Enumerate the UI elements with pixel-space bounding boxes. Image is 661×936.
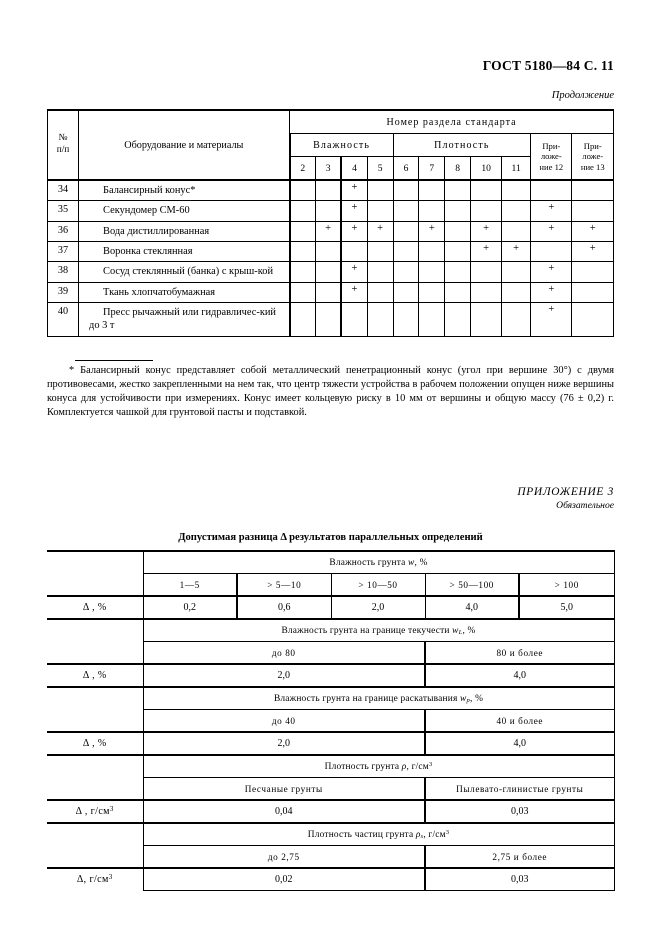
row-number: 35 (48, 201, 79, 221)
empty-corner-cell (47, 687, 143, 732)
mark-8 (445, 201, 471, 221)
mark-appendix-13 (572, 180, 614, 201)
table-row (48, 262, 614, 282)
mark-appendix-12: + (531, 201, 572, 221)
delta-label-percent: Δ , % (47, 596, 143, 619)
mark-7: + (419, 221, 445, 241)
mark-3 (315, 302, 341, 336)
table-row (48, 180, 614, 201)
row-number: 40 (48, 302, 79, 336)
mark-appendix-12: + (531, 282, 572, 302)
range-silty-clay-soils: Пылевато-глинистые грунты (425, 778, 614, 801)
mark-7 (419, 241, 445, 261)
row-equipment-name: Воронка стеклянная (79, 241, 290, 261)
mark-6 (393, 241, 419, 261)
mark-appendix-13 (572, 302, 614, 336)
col-header-3: 3 (315, 157, 341, 181)
row-number: 37 (48, 241, 79, 261)
delta-label-density: Δ , $г/см^3$ (47, 800, 143, 823)
mark-2 (290, 282, 316, 302)
mark-6 (393, 282, 419, 302)
mark-11 (502, 201, 531, 221)
range-10-50: > 10—50 (331, 574, 425, 597)
empty-corner-cell (47, 755, 143, 800)
mark-11 (502, 302, 531, 336)
value-1: 0,03 (425, 800, 614, 823)
col-header-2: 2 (290, 157, 316, 181)
appendix-subtitle: Обязательное (556, 499, 614, 511)
table-row (47, 800, 614, 823)
range-1-5: 1—5 (143, 574, 237, 597)
empty-corner-cell (47, 551, 143, 596)
mark-8 (445, 262, 471, 282)
mark-3 (315, 282, 341, 302)
mark-5 (367, 282, 393, 302)
mark-6 (393, 302, 419, 336)
table-row (47, 664, 614, 687)
mark-6 (393, 221, 419, 241)
col-header-6: 6 (393, 157, 419, 181)
range-sandy-soils: Песчаные грунты (143, 778, 425, 801)
table-row (47, 619, 614, 642)
row-equipment-name: Балансирный конус* (79, 180, 290, 201)
equipment-table-container (47, 109, 614, 337)
mark-appendix-13: + (572, 221, 614, 241)
mark-2 (290, 180, 316, 201)
mark-appendix-12: + (531, 221, 572, 241)
mark-4: + (341, 180, 367, 201)
footnote-text: * Балансирный конус представляет собой металлический пенетрационный конус (угол при вершине 30°) с двумя противовесами, жестко закрепленными на нем так, что центр тяжести устройства в рабочем положении опущен ниже вершины конуса для устойчивости при измерениях. Конус имеет кольцевую риску в 10 мм от вершины и общую массу (76 ± 0,2) г. Комплектуется чашкой для грунтовой пасты и подставкой. (47, 365, 614, 418)
row-equipment-name: Ткань хлопчатобумажная (79, 282, 290, 302)
mark-6 (393, 262, 419, 282)
mark-5 (367, 201, 393, 221)
col-header-8: 8 (445, 157, 471, 181)
value-1: 4,0 (425, 732, 614, 755)
range-upto-275: до 2,75 (143, 846, 425, 869)
col-header-4: 4 (341, 157, 367, 181)
equipment-table (47, 109, 614, 337)
mark-11 (502, 262, 531, 282)
mark-5 (367, 262, 393, 282)
col-header-appendix-12: При- ложе- ние 12 (531, 134, 572, 181)
row-equipment-name: Пресс рычажный или гидравличес-кий до 3 т (79, 302, 290, 336)
table-row (47, 755, 614, 778)
mark-8 (445, 282, 471, 302)
footnote-rule (75, 360, 153, 361)
col-group-humidity: Влажность (290, 134, 393, 157)
mark-11: + (502, 241, 531, 261)
col-header-equipment: Оборудование и материалы (79, 110, 290, 180)
col-group-density: Плотность (393, 134, 531, 157)
mark-10 (471, 282, 502, 302)
value-0: 2,0 (143, 664, 425, 687)
mark-appendix-13 (572, 282, 614, 302)
delta-label-percent: Δ , % (47, 664, 143, 687)
mark-appendix-12: + (531, 262, 572, 282)
mark-10: + (471, 221, 502, 241)
mark-5 (367, 302, 393, 336)
range-40-plus: 40 и более (425, 710, 614, 733)
empty-corner-cell (47, 619, 143, 664)
mark-7 (419, 302, 445, 336)
mark-5 (367, 241, 393, 261)
block-header-soil-density: Плотность грунта ρ, $г/см^3$ (143, 755, 614, 778)
appendix-heading (47, 485, 614, 512)
range-upto-40: до 40 (143, 710, 425, 733)
mark-4 (341, 302, 367, 336)
value-1: 0,03 (425, 868, 614, 891)
block-header-liquid-limit: Влажность грунта на границе текучести $w_L$, % (143, 619, 614, 642)
table-row (48, 201, 614, 221)
mark-3 (315, 241, 341, 261)
row-number: 38 (48, 262, 79, 282)
col-header-section-number: Номер раздела стандарта (290, 110, 614, 134)
range-80-plus: 80 и более (425, 642, 614, 665)
row-number: 36 (48, 221, 79, 241)
value-0: 0,04 (143, 800, 425, 823)
mark-5: + (367, 221, 393, 241)
mark-4: + (341, 201, 367, 221)
tolerance-table-title: Допустимая разница Δ результатов параллельных определений (178, 532, 483, 543)
mark-3 (315, 201, 341, 221)
mark-3 (315, 180, 341, 201)
value-1: 0,6 (237, 596, 331, 619)
mark-2 (290, 221, 316, 241)
mark-8 (445, 241, 471, 261)
continuation-label: Продолжение (551, 90, 614, 101)
block-header-humidity: Влажность грунта w, % (143, 551, 614, 574)
mark-3 (315, 262, 341, 282)
table-row (47, 596, 614, 619)
mark-8 (445, 180, 471, 201)
mark-8 (445, 221, 471, 241)
value-1: 4,0 (425, 664, 614, 687)
value-0: 0,02 (143, 868, 425, 891)
mark-6 (393, 180, 419, 201)
mark-2 (290, 241, 316, 261)
value-2: 2,0 (331, 596, 425, 619)
col-header-appendix-13: При- ложе- ние 13 (572, 134, 614, 181)
delta-label-percent: Δ , % (47, 732, 143, 755)
mark-3: + (315, 221, 341, 241)
empty-corner-cell (47, 823, 143, 868)
row-number: 39 (48, 282, 79, 302)
mark-10 (471, 262, 502, 282)
mark-8 (445, 302, 471, 336)
col-header-10: 10 (471, 157, 502, 181)
range-5-10: > 5—10 (237, 574, 331, 597)
page-title: ГОСТ 5180—84 С. 11 (482, 58, 614, 73)
mark-7 (419, 201, 445, 221)
mark-7 (419, 262, 445, 282)
appendix-title: ПРИЛОЖЕНИЕ 3 (517, 486, 614, 498)
mark-5 (367, 180, 393, 201)
mark-2 (290, 201, 316, 221)
col-header-5: 5 (367, 157, 393, 181)
range-50-100: > 50—100 (425, 574, 519, 597)
table-row (47, 551, 614, 574)
mark-11 (502, 221, 531, 241)
mark-appendix-12 (531, 241, 572, 261)
value-4: 5,0 (519, 596, 614, 619)
tolerance-table (47, 550, 615, 891)
range-275-plus: 2,75 и более (425, 846, 614, 869)
row-equipment-name: Сосуд стеклянный (банка) с крыш-кой (79, 262, 290, 282)
table-row (48, 241, 614, 261)
mark-10 (471, 180, 502, 201)
mark-11 (502, 180, 531, 201)
mark-appendix-12: + (531, 302, 572, 336)
table-row (48, 302, 614, 336)
col-header-7: 7 (419, 157, 445, 181)
mark-4: + (341, 262, 367, 282)
value-0: 0,2 (143, 596, 237, 619)
row-equipment-name: Секундомер СМ-60 (79, 201, 290, 221)
range-over-100: > 100 (519, 574, 614, 597)
mark-2 (290, 262, 316, 282)
mark-10 (471, 302, 502, 336)
mark-7 (419, 282, 445, 302)
delta-label-density: Δ, $г/см^3$ (47, 868, 143, 891)
mark-2 (290, 302, 316, 336)
range-upto-80: до 80 (143, 642, 425, 665)
mark-4 (341, 241, 367, 261)
table-row (48, 221, 614, 241)
block-header-particle-density: Плотность частиц грунта $\rho_s$, $г/см^3$ (143, 823, 614, 846)
mark-11 (502, 282, 531, 302)
mark-10 (471, 201, 502, 221)
col-header-number: № п/п (48, 110, 79, 180)
table-row (47, 823, 614, 846)
col-header-11: 11 (502, 157, 531, 181)
mark-appendix-13 (572, 262, 614, 282)
mark-appendix-12 (531, 180, 572, 201)
table-row (48, 282, 614, 302)
table-row (47, 732, 614, 755)
mark-10: + (471, 241, 502, 261)
mark-appendix-13 (572, 201, 614, 221)
footnote (47, 360, 614, 420)
table-row (47, 687, 614, 710)
row-number: 34 (48, 180, 79, 201)
mark-6 (393, 201, 419, 221)
block-header-plastic-limit: Влажность грунта на границе раскатывания $w_p$, % (143, 687, 614, 710)
value-3: 4,0 (425, 596, 519, 619)
value-0: 2,0 (143, 732, 425, 755)
tolerance-table-container (47, 550, 614, 891)
row-equipment-name: Вода дистиллированная (79, 221, 290, 241)
mark-4: + (341, 221, 367, 241)
table-row (47, 868, 614, 891)
mark-7 (419, 180, 445, 201)
mark-appendix-13: + (572, 241, 614, 261)
mark-4: + (341, 282, 367, 302)
